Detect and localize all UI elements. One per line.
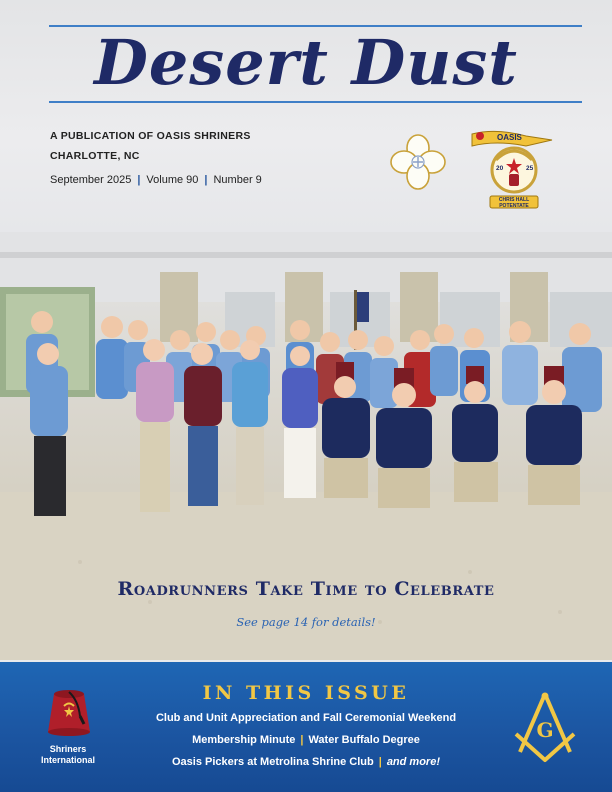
svg-text:G: G bbox=[536, 718, 554, 742]
issue-item-separator: | bbox=[378, 756, 382, 768]
masthead bbox=[0, 0, 612, 232]
issue-item: Club and Unit Appreciation and Fall Ceremonial Weekend bbox=[155, 712, 457, 724]
issue-item: Water Buffalo Degree bbox=[308, 734, 420, 746]
shriners-label-line1: Shriners bbox=[49, 744, 87, 754]
emblem-banner-text: OASIS bbox=[497, 133, 522, 142]
emblem-year-right: 25 bbox=[526, 165, 534, 172]
emblem-name-line1: CHRIS HALL bbox=[498, 197, 530, 203]
publisher-line: A PUBLICATION OF OASIS SHRINERS bbox=[50, 130, 251, 142]
square-and-compass-icon bbox=[508, 690, 582, 764]
issue-date: September 2025 bbox=[50, 174, 132, 186]
cover-headline: Roadrunners Take Time to Celebrate bbox=[117, 578, 495, 600]
issue-separator: | bbox=[137, 174, 141, 186]
clover-logo-icon bbox=[387, 131, 449, 193]
in-this-issue-heading: IN THIS ISSUE bbox=[202, 682, 410, 704]
issue-volume: Volume 90 bbox=[146, 174, 199, 186]
location-line: CHARLOTTE, NC bbox=[50, 150, 140, 162]
emblem-year-left: 20 bbox=[496, 165, 504, 172]
issue-info bbox=[50, 174, 262, 186]
issue-item-separator: | bbox=[300, 734, 304, 746]
emblem-name bbox=[490, 197, 538, 209]
issue-item: Membership Minute bbox=[192, 734, 296, 746]
magazine-title: Desert Dust bbox=[94, 26, 518, 99]
issue-item-more: and more! bbox=[386, 756, 440, 768]
emblem-name-line2: POTENTATE bbox=[499, 203, 529, 209]
issue-number: Number 9 bbox=[213, 174, 262, 186]
issue-item: Oasis Pickers at Metrolina Shrine Club bbox=[172, 756, 374, 768]
shriners-label-line2: International bbox=[40, 755, 95, 765]
cover-subhead: See page 14 for details! bbox=[236, 615, 376, 629]
masthead-bottom-rule bbox=[49, 101, 582, 103]
issue-separator: | bbox=[204, 174, 208, 186]
